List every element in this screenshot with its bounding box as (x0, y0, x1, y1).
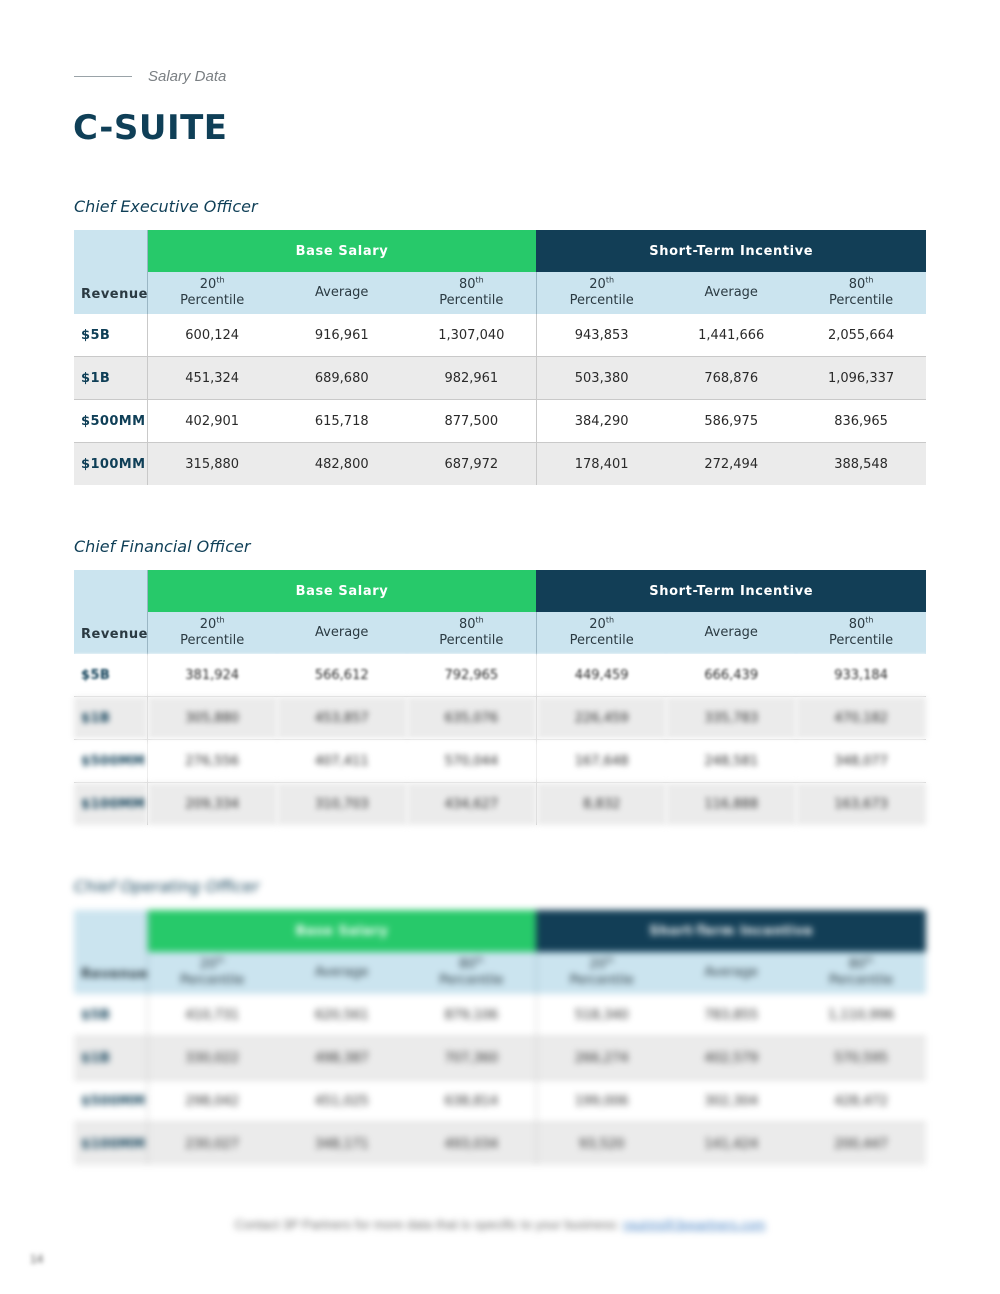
sti-value-cell: 768,876 (666, 357, 796, 400)
ordinal-suffix: th (475, 275, 484, 285)
revenue-cell: $100MM (74, 783, 147, 826)
section-kicker (74, 68, 226, 85)
table-row (74, 697, 926, 740)
base-value-cell: 1,307,040 (407, 314, 537, 357)
sti-p80-header (796, 952, 926, 994)
percentile-label: Percentile (180, 293, 245, 308)
group-header-row (74, 910, 926, 952)
percentile-label: Percentile (829, 973, 894, 988)
sti-value-cell: 116,888 (666, 783, 796, 826)
revenue-cell: $1B (74, 357, 147, 400)
base-value-cell: 451,025 (277, 1080, 407, 1123)
base-value-cell: 482,800 (277, 443, 407, 486)
ordinal-suffix: th (216, 275, 225, 285)
percentile-label: Percentile (180, 973, 245, 988)
sti-value-cell: 348,077 (796, 740, 926, 783)
sti-p80-header (796, 272, 926, 314)
average-label: Average (704, 625, 758, 640)
percentile-number: 20 (199, 957, 217, 972)
sti-value-cell: 2,055,664 (796, 314, 926, 357)
revenue-cell: $100MM (74, 443, 147, 486)
sti-value-cell: 163,673 (796, 783, 926, 826)
revenue-cell: $5B (74, 654, 147, 697)
base-value-cell: 305,880 (147, 697, 277, 740)
base-value-cell: 453,857 (277, 697, 407, 740)
base-value-cell: 635,076 (407, 697, 537, 740)
percentile-number: 80 (848, 277, 866, 292)
average-label: Average (315, 965, 369, 980)
sti-value-cell: 943,853 (536, 314, 666, 357)
base-value-cell: 707,360 (407, 1037, 537, 1080)
sti-value-cell: 248,581 (666, 740, 796, 783)
average-label: Average (704, 285, 758, 300)
page-number: 14 (30, 1252, 44, 1266)
base-salary-header: Base Salary (147, 230, 536, 272)
base-average-header (277, 272, 407, 314)
base-value-cell: 566,612 (277, 654, 407, 697)
sti-p80-header (796, 612, 926, 654)
base-value-cell: 230,027 (147, 1123, 277, 1166)
sti-value-cell: 178,401 (536, 443, 666, 486)
sti-p20-header (536, 272, 666, 314)
ordinal-suffix: th (605, 615, 615, 625)
sti-value-cell: 470,182 (796, 697, 926, 740)
base-value-cell: 310,703 (277, 783, 407, 826)
revenue-cell: $1B (74, 1037, 147, 1080)
coo-salary-table (74, 910, 926, 1165)
base-average-header (277, 952, 407, 994)
revenue-header: Revenue (74, 910, 147, 994)
percentile-number: 20 (589, 617, 606, 632)
base-value-cell: 348,171 (277, 1123, 407, 1166)
base-value-cell: 493,034 (407, 1123, 537, 1166)
revenue-cell: $500MM (74, 400, 147, 443)
base-value-cell: 638,814 (407, 1080, 537, 1123)
revenue-header: Revenue (74, 230, 147, 314)
percentile-number: 20 (589, 957, 606, 972)
base-value-cell: 498,387 (277, 1037, 407, 1080)
base-value-cell: 792,965 (407, 654, 537, 697)
base-p80-header (407, 952, 537, 994)
percentile-label: Percentile (829, 293, 894, 308)
table-row (74, 654, 926, 697)
base-value-cell: 402,901 (147, 400, 277, 443)
revenue-header: Revenue (74, 570, 147, 654)
kicker-rule (74, 76, 132, 77)
base-value-cell: 570,044 (407, 740, 537, 783)
percentile-label: Percentile (569, 633, 634, 648)
base-value-cell: 916,961 (277, 314, 407, 357)
sti-value-cell: 666,439 (666, 654, 796, 697)
base-value-cell: 381,924 (147, 654, 277, 697)
percentile-label: Percentile (569, 973, 634, 988)
page-title: C-SUITE (73, 108, 228, 148)
base-salary-header: Base Salary (147, 570, 536, 612)
short-term-incentive-header: Short-Term Incentive (536, 570, 926, 612)
base-p20-header (147, 612, 277, 654)
sti-average-header (666, 952, 796, 994)
sti-value-cell: 586,975 (666, 400, 796, 443)
average-label: Average (315, 625, 369, 640)
sub-header-row (74, 272, 926, 314)
base-value-cell: 330,022 (147, 1037, 277, 1080)
percentile-number: 80 (458, 617, 476, 632)
ordinal-suffix: th (605, 275, 615, 285)
sti-value-cell: 1,110,996 (796, 994, 926, 1037)
sti-value-cell: 428,472 (796, 1080, 926, 1123)
sti-value-cell: 8,832 (536, 783, 666, 826)
base-value-cell: 434,627 (407, 783, 537, 826)
section-title-ceo: Chief Executive Officer (74, 197, 258, 216)
revenue-cell: $1B (74, 697, 147, 740)
base-p80-header (407, 612, 537, 654)
base-value-cell: 982,961 (407, 357, 537, 400)
sti-value-cell: 302,304 (666, 1080, 796, 1123)
table-row (74, 740, 926, 783)
sti-p20-header (536, 952, 666, 994)
sti-value-cell: 93,520 (536, 1123, 666, 1166)
base-value-cell: 689,680 (277, 357, 407, 400)
sti-value-cell: 272,494 (666, 443, 796, 486)
ordinal-suffix: th (865, 955, 874, 965)
base-value-cell: 687,972 (407, 443, 537, 486)
sti-value-cell: 384,290 (536, 400, 666, 443)
sti-value-cell: 141,424 (666, 1123, 796, 1166)
revenue-cell: $500MM (74, 740, 147, 783)
sti-value-cell: 335,783 (666, 697, 796, 740)
ceo-salary-table (74, 230, 926, 485)
percentile-number: 80 (848, 957, 866, 972)
percentile-number: 20 (589, 277, 606, 292)
table-row (74, 400, 926, 443)
table-row (74, 1123, 926, 1166)
percentile-number: 80 (458, 277, 476, 292)
revenue-cell: $5B (74, 314, 147, 357)
sti-value-cell: 503,380 (536, 357, 666, 400)
kicker-label: Salary Data (148, 68, 227, 85)
sti-value-cell: 570,595 (796, 1037, 926, 1080)
footer-note (0, 1217, 1000, 1232)
sub-header-row (74, 952, 926, 994)
sti-value-cell: 518,340 (536, 994, 666, 1037)
base-value-cell: 407,411 (277, 740, 407, 783)
table-row (74, 357, 926, 400)
percentile-label: Percentile (439, 973, 504, 988)
sti-value-cell: 783,855 (666, 994, 796, 1037)
short-term-incentive-header: Short-Term Incentive (536, 910, 926, 952)
base-value-cell: 315,880 (147, 443, 277, 486)
base-value-cell: 879,106 (407, 994, 537, 1037)
revenue-cell: $5B (74, 994, 147, 1037)
short-term-incentive-header: Short-Term Incentive (536, 230, 926, 272)
base-average-header (277, 612, 407, 654)
percentile-number: 20 (199, 277, 217, 292)
base-value-cell: 209,334 (147, 783, 277, 826)
sti-value-cell: 449,459 (536, 654, 666, 697)
footer-text: Contact 3P Partners for more data that is specific to your business: (234, 1217, 620, 1232)
base-p80-header (407, 272, 537, 314)
ordinal-suffix: th (216, 955, 225, 965)
table-row (74, 994, 926, 1037)
ordinal-suffix: th (475, 615, 484, 625)
base-value-cell: 615,718 (277, 400, 407, 443)
ordinal-suffix: th (475, 955, 484, 965)
percentile-label: Percentile (180, 633, 245, 648)
section-title-coo: Chief Operating Officer (74, 877, 260, 896)
table-row (74, 1080, 926, 1123)
sti-value-cell: 836,965 (796, 400, 926, 443)
sti-value-cell: 200,447 (796, 1123, 926, 1166)
base-value-cell: 877,500 (407, 400, 537, 443)
sti-value-cell: 388,548 (796, 443, 926, 486)
percentile-label: Percentile (829, 633, 894, 648)
sti-value-cell: 933,184 (796, 654, 926, 697)
base-p20-header (147, 272, 277, 314)
average-label: Average (704, 965, 758, 980)
group-header-row (74, 570, 926, 612)
base-salary-header: Base Salary (147, 910, 536, 952)
percentile-number: 80 (848, 617, 866, 632)
section-title-cfo: Chief Financial Officer (74, 537, 251, 556)
sti-p20-header (536, 612, 666, 654)
percentile-number: 20 (199, 617, 217, 632)
average-label: Average (315, 285, 369, 300)
percentile-label: Percentile (439, 633, 504, 648)
base-value-cell: 600,124 (147, 314, 277, 357)
sti-value-cell: 1,096,337 (796, 357, 926, 400)
base-value-cell: 620,561 (277, 994, 407, 1037)
sti-value-cell: 402,579 (666, 1037, 796, 1080)
percentile-label: Percentile (569, 293, 634, 308)
table-row (74, 1037, 926, 1080)
ordinal-suffix: th (865, 275, 874, 285)
cfo-salary-table (74, 570, 926, 825)
sti-value-cell: 266,274 (536, 1037, 666, 1080)
revenue-cell: $100MM (74, 1123, 147, 1166)
table-row (74, 783, 926, 826)
ordinal-suffix: th (216, 615, 225, 625)
base-value-cell: 410,731 (147, 994, 277, 1037)
base-p20-header (147, 952, 277, 994)
sti-average-header (666, 612, 796, 654)
base-value-cell: 276,556 (147, 740, 277, 783)
base-value-cell: 298,042 (147, 1080, 277, 1123)
sub-header-row (74, 612, 926, 654)
table-row (74, 443, 926, 486)
footer-email-link[interactable]: rquirini@3ppartners.com (622, 1217, 766, 1232)
sti-average-header (666, 272, 796, 314)
percentile-number: 80 (458, 957, 476, 972)
revenue-cell: $500MM (74, 1080, 147, 1123)
sti-value-cell: 167,648 (536, 740, 666, 783)
ordinal-suffix: th (605, 955, 615, 965)
sti-value-cell: 199,006 (536, 1080, 666, 1123)
group-header-row (74, 230, 926, 272)
percentile-label: Percentile (439, 293, 504, 308)
sti-value-cell: 1,441,666 (666, 314, 796, 357)
sti-value-cell: 226,459 (536, 697, 666, 740)
table-row (74, 314, 926, 357)
base-value-cell: 451,324 (147, 357, 277, 400)
ordinal-suffix: th (865, 615, 874, 625)
